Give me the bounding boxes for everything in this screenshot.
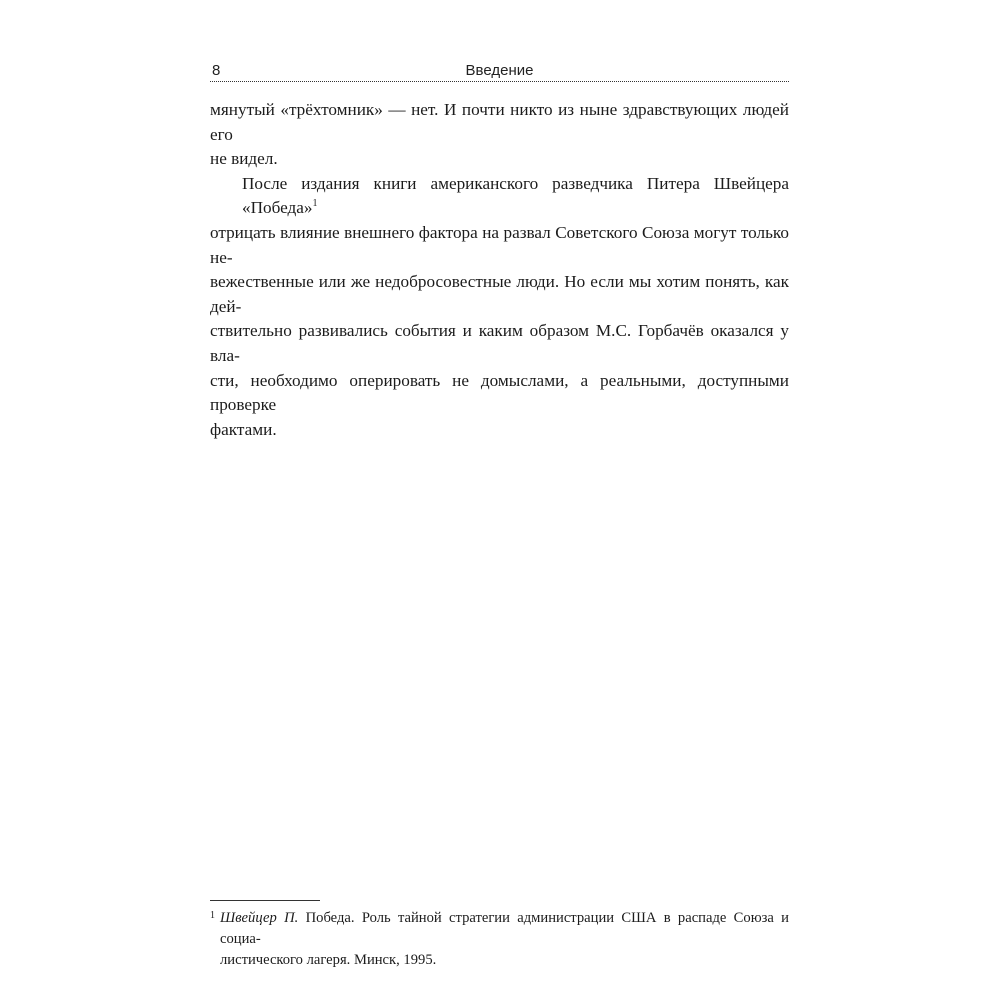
page-number: 8	[212, 62, 221, 79]
running-head	[210, 58, 789, 80]
footnote-number: 1	[210, 910, 215, 921]
main-text	[210, 98, 789, 442]
footnote-line	[220, 908, 789, 950]
text-line: не видел.	[210, 149, 278, 169]
footnote-reference[interactable]: 1	[312, 198, 318, 210]
text-line-content: После издания книги американского разведчика Питера Швейцера «Победа»	[242, 173, 789, 218]
header-divider	[210, 81, 789, 82]
footnote-author: Швейцер П.	[220, 910, 299, 926]
text-line: сти, необходимо оперировать не домыслами, а реальными, доступными проверке	[210, 370, 789, 415]
text-line: вежественные или же недобросовестные люди. Но если мы хотим понять, как дей-	[210, 272, 789, 316]
footnote-text	[210, 908, 789, 971]
text-line-with-footnote	[210, 172, 789, 221]
text-line: отрицать влияние внешнего фактора на развал Советского Союза могут только не-	[210, 222, 789, 267]
footnote-line-rest: Победа. Роль тайной стратегии администрации США в распаде Союза и социа-	[220, 910, 789, 947]
text-line: фактами.	[210, 419, 277, 439]
footnote-line: листического лагеря. Минск, 1995.	[220, 952, 437, 968]
section-title: Введение	[465, 62, 534, 79]
text-line: мянутый «трёхтомник» — нет. И почти никто из ныне здравствующих людей его	[210, 100, 789, 144]
footnote	[210, 908, 789, 971]
text-line: ствительно развивались события и каким образом М.С. Горбачёв оказался у вла-	[210, 321, 789, 365]
footnote-divider	[210, 900, 320, 901]
